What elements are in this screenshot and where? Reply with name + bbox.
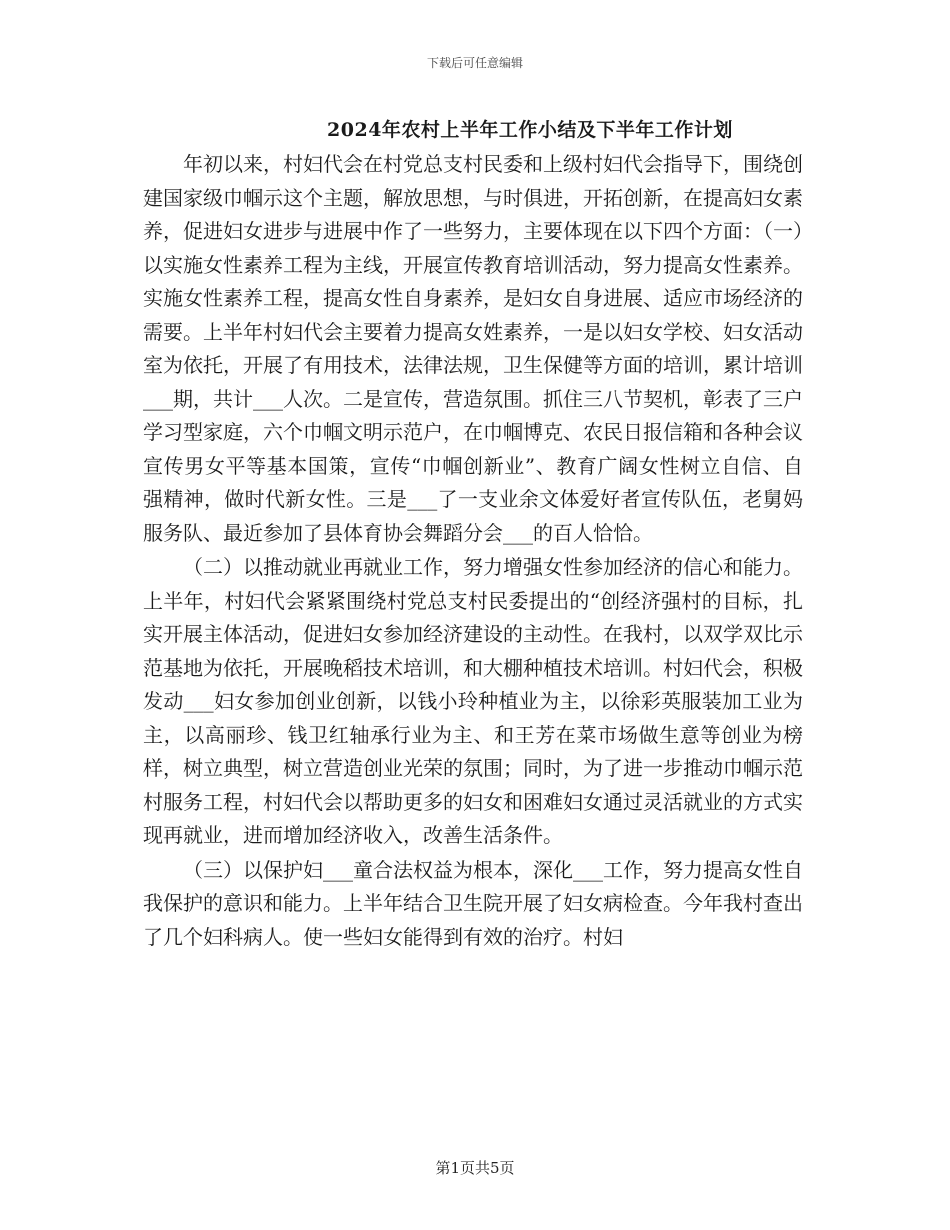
paragraph-1: 年初以来，村妇代会在村党总支村民委和上级村妇代会指导下，围绕创建国家级巾帼示这个主题，解放思想，与时俱进，开拓创新，在提高妇女素养，促进妇女进步与进展中作了一些努力，主要体现在以下四个方面：（一）以实施女性素养工程为主线，开展宣传教育培训活动，努力提高女性素养。实施女性素养工程，提高女性自身素养，是妇女自身进展、适应市场经济的需要。上半年村妇代会主要着力提高女姓素养，一是以妇女学校、妇女活动室为依托，开展了有用技术，法律法规，卫生保健等方面的培训，累计培训___期，共计___人次。二是宣传，营造氛围。抓住三八节契机，彰表了三户学习型家庭，六个巾帼文明示范户，在巾帼博克、农民日报信箱和各种会议宣传男女平等基本国策，宣传“巾帼创新业”、教育广阔女性树立自信、自强精神，做时代新女性。三是___了一支业余文体爱好者宣传队伍，老舅妈服务队、最近参加了县体育协会舞蹈分会___的百人恰恰。 [143, 152, 803, 545]
document-title: 2024年农村上半年工作小结及下半年工作计划 [327, 119, 733, 141]
page-footer: 第1页共5页 [435, 1159, 515, 1177]
paragraph-3: （三）以保护妇___童合法权益为根本，深化___工作，努力提高女性自我保护的意识和能力。上半年结合卫生院开展了妇女病检查。今年我村查出了几个妇科病人。使一些妇女能得到有效的治疗。村妇 [143, 857, 803, 949]
page-header-note: 下载后可任意编辑 [426, 56, 523, 70]
document-body [143, 148, 803, 954]
paragraph-2: （二）以推动就业再就业工作，努力增强女性参加经济的信心和能力。上半年，村妇代会紧紧围绕村党总支村民委提出的“创经济强村的目标，扎实开展主体活动，促进妇女参加经济建设的主动性。在我村，以双学双比示范基地为依托，开展晚稻技术培训，和大棚种植技术培训。村妇代会，积极发动___妇女参加创业创新，以钱小玲种植业为主，以徐彩英服装加工业为主，以高丽珍、钱卫红轴承行业为主、和王芳在菜市场做生意等创业为榜样，树立典型，树立营造创业光荣的氛围；同时，为了进一步推动巾帼示范村服务工程，村妇代会以帮助更多的妇女和困难妇女通过灵活就业的方式实现再就业，进而增加经济收入，改善生活条件。 [143, 555, 803, 847]
